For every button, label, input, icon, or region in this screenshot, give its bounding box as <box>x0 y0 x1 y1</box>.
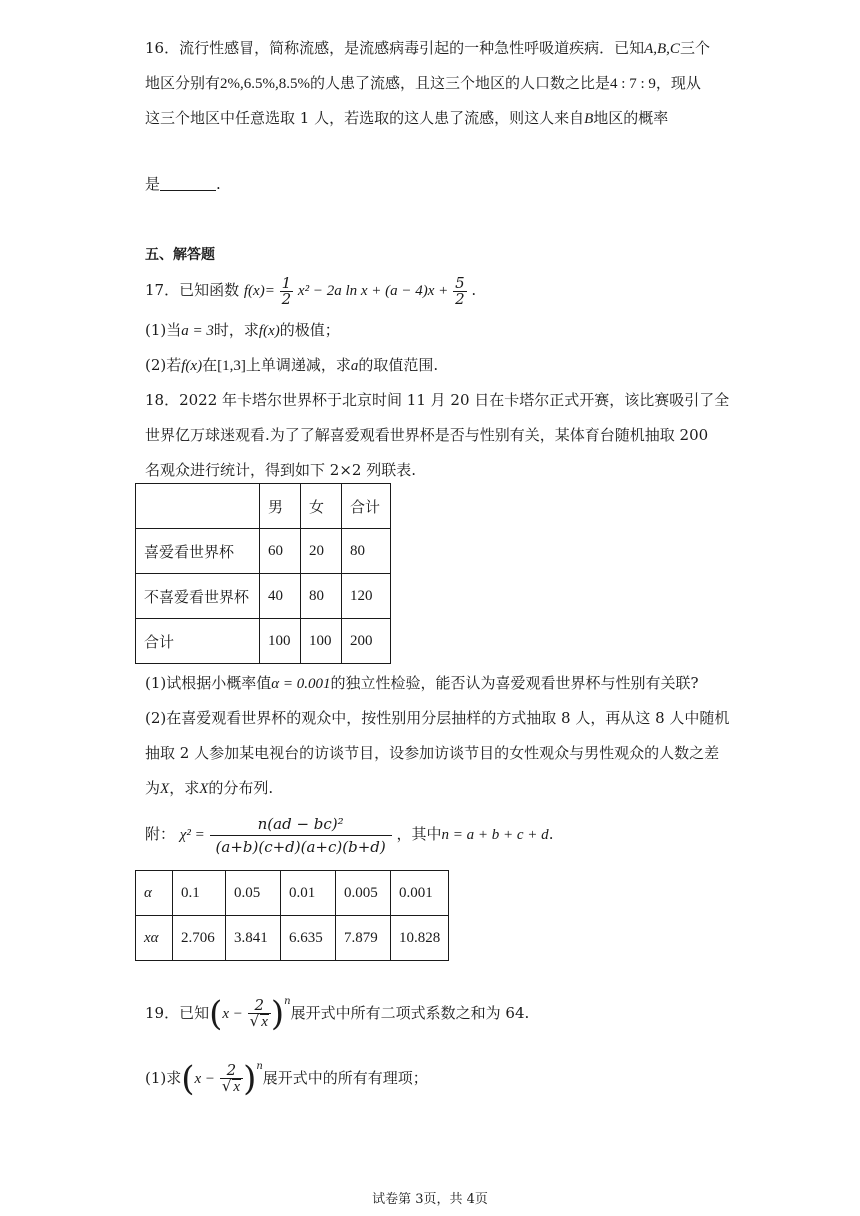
table-row <box>136 871 449 916</box>
table-cell: 不喜爱看世界杯 <box>136 574 260 619</box>
q17-stem: 17．已知函数 f(x)= $\frac{1}{2}$ x² − 2a ln x + (a − 4)x + $\frac{5}{2}$ . <box>145 273 477 308</box>
table-cell: α <box>136 871 173 916</box>
q16-line2: 地区分别有2%,6.5%,8.5%的人患了流感，且这三个地区的人口数之比是4 : 7 : 9，现从 <box>145 74 701 92</box>
answer-blank <box>160 174 216 191</box>
table-cell: 合计 <box>342 484 391 529</box>
table-cell: 0.001 <box>391 871 449 916</box>
table-header-row <box>136 484 391 529</box>
q17-frac-five-halves: $\frac{5}{2}$ <box>455 273 465 308</box>
q18-line1: 18．2022 年卡塔尔世界杯于北京时间 11 月 20 日在卡塔尔正式开赛，该比赛吸引了全 <box>145 391 730 409</box>
q17-frac-half: $\frac{1}{2}$ <box>281 273 292 308</box>
critical-value-table <box>135 870 449 961</box>
q16-line1: 16．流行性感冒，简称流感，是流感病毒引起的一种急性呼吸道疾病．已知A,B,C三个 <box>145 39 710 57</box>
q19-stem: 19．已知(x − $\frac{2}{√ x}$ )$^n$展开式中所有二项式系数之和为 64. <box>145 994 530 1034</box>
section-title: 五、解答题 <box>145 247 215 263</box>
q18-line3: 名观众进行统计，得到如下 2×2 列联表. <box>145 461 416 479</box>
table-cell: 3.841 <box>226 916 281 961</box>
table-cell: 6.635 <box>281 916 336 961</box>
table-cell: 80 <box>301 574 342 619</box>
table-cell: 0.005 <box>336 871 391 916</box>
q18-part2-line1: (2)在喜爱观看世界杯的观众中，按性别用分层抽样的方式抽取 8 人，再从这 8 人中随机 <box>145 709 730 727</box>
table-cell <box>136 484 260 529</box>
table-cell: 120 <box>342 574 391 619</box>
chi-square-fraction: $\frac{\text{n(ad − bc)²}}{(a+b)(c+d)(a+c)(b+d)}$ <box>210 813 392 858</box>
q18-part1: (1)试根据小概率值α = 0.001的独立性检验，能否认为喜爱观看世界杯与性别有关联? <box>145 674 699 692</box>
q16-line4: 是 . <box>145 175 221 193</box>
q18-line2: 世界亿万球迷观看.为了了解喜爱观看世界杯是否与性别有关，某体育台随机抽取 200 <box>145 426 709 444</box>
q18-appendix: 附： χ² = $\frac{\text{n(ad − bc)²}}{(a+b)(c+d)(a+c)(b+d)}$ ，其中n = a + b + c + d. <box>145 814 554 856</box>
table-cell: 100 <box>301 619 342 664</box>
q19-fraction: $\frac{2}{√ x}$ <box>248 998 271 1030</box>
table-cell: 男 <box>260 484 301 529</box>
q17-part2: (2)若f(x)在[1,3]上单调递减，求a的取值范围. <box>145 356 439 374</box>
table-cell: 合计 <box>136 619 260 664</box>
table-cell: 60 <box>260 529 301 574</box>
q19-fraction: $\frac{2}{√ x}$ <box>220 1063 243 1095</box>
table-cell: 0.05 <box>226 871 281 916</box>
table-cell: 100 <box>260 619 301 664</box>
table-cell: 2.706 <box>173 916 226 961</box>
table-row <box>136 619 391 664</box>
table-row <box>136 529 391 574</box>
q19-part1: (1)求(x − $\frac{2}{√ x}$ )$^n$展开式中的所有有理项； <box>145 1059 428 1099</box>
q18-part2-line2: 抽取 2 人参加某电视台的访谈节目，设参加访谈节目的女性观众与男性观众的人数之差 <box>145 744 720 762</box>
table-cell: xα <box>136 916 173 961</box>
table-row <box>136 916 449 961</box>
table-cell: 80 <box>342 529 391 574</box>
contingency-table <box>135 483 391 664</box>
q18-part2-line3: 为X，求X的分布列. <box>145 779 274 797</box>
table-cell: 0.1 <box>173 871 226 916</box>
table-cell: 200 <box>342 619 391 664</box>
table-cell: 7.879 <box>336 916 391 961</box>
table-row <box>136 574 391 619</box>
table-cell: 40 <box>260 574 301 619</box>
q16-line3: 这三个地区中任意选取 1 人，若选取的这人患了流感，则这人来自B地区的概率 <box>145 109 669 127</box>
table-cell: 20 <box>301 529 342 574</box>
table-cell: 女 <box>301 484 342 529</box>
table-cell: 10.828 <box>391 916 449 961</box>
page-footer: 试卷第 3页，共 4页 <box>372 1192 488 1207</box>
table-cell: 喜爱看世界杯 <box>136 529 260 574</box>
table-cell: 0.01 <box>281 871 336 916</box>
q17-part1: (1)当a = 3时，求f(x)的极值； <box>145 321 340 339</box>
